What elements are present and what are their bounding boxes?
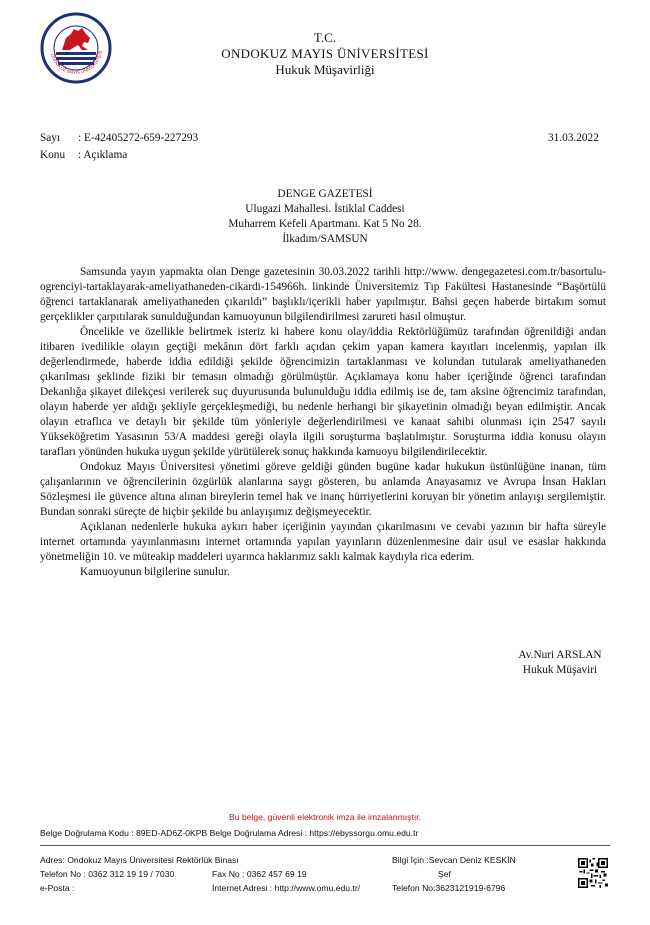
- letter-body: [40, 265, 606, 580]
- footer-divider: [40, 845, 610, 846]
- header-department: Hukuk Müşavirliği: [275, 62, 375, 77]
- logo-ring-text: ONDOKUZ MAYIS ÜNİVERSİTESİ: [49, 50, 103, 76]
- sayi-label: Sayı: [40, 132, 61, 144]
- header-university: ONDOKUZ MAYIS ÜNİVERSİTESİ: [221, 46, 429, 61]
- paragraph-3: Ondokuz Mayıs Üniversitesi yönetimi göreve geldiği günden bugüne kadar hukukun üstünlüğüne inanan, tüm çalışanlarının ve öğrencilerinin özgürlük alanlarına saygı gösteren, bu anlamda Anayasamız ve Avrupa İnsan Hakları Sözleşmesi ile güvence altına alınan bireylerin temel hak ve inanç hürriyetlerini koruyan bir yönetim anlayışı sergilemiştir. Bundan sonraki süreçte de hiçbir şekilde bu anlayışımız değişmeyecektir.: [40, 461, 606, 518]
- footer-phone: Telefon No : 0362 312 19 19 / 7030: [40, 869, 175, 879]
- footer-contact-phone: Telefon No:3623121919-6796: [392, 883, 506, 893]
- recipient-address-3: İlkadım/SAMSUN: [282, 233, 368, 245]
- footer-address: Adres: Ondokuz Mayıs Üniversitesi Rektörlük Binası: [40, 855, 239, 865]
- verify-info: Belge Doğrulama Kodu : 89ED-AD6Z-0KPB Belge Doğrulama Adresi : https://ebyssorgu.omu.edu.tr: [40, 828, 419, 838]
- paragraph-5: Kamuoyunun bilgilerine sunulur.: [80, 566, 230, 578]
- recipient-address-1: Ulugazi Mahallesi. İstiklal Caddesi: [245, 203, 405, 215]
- signer-title: Hukuk Müşaviri: [522, 664, 598, 676]
- footer-col-2: [212, 867, 360, 895]
- header: [0, 30, 650, 78]
- esign-note: Bu belge, güvenli elektronik imza ile imzalanmıştır.: [228, 812, 421, 822]
- document-date: 31.03.2022: [548, 132, 599, 144]
- recipient-block: [0, 187, 650, 247]
- footer-contact-person: Bilgi İçin :Sevcan Deniz KESKİN: [392, 855, 516, 865]
- sayi-row: [40, 131, 198, 146]
- konu-row: [40, 148, 127, 163]
- footer-contact-role: Şef: [438, 869, 451, 879]
- qr-code: [578, 858, 608, 888]
- signer-name: Av.Nuri ARSLAN: [518, 649, 602, 661]
- sayi-value: : E-42405272-659-227293: [78, 132, 199, 144]
- footer-col-1: [40, 853, 239, 895]
- signature-block: [500, 648, 620, 678]
- footer-col-3: [392, 853, 516, 895]
- konu-label: Konu: [40, 149, 66, 161]
- footer-email: e-Posta :: [40, 883, 75, 893]
- paragraph-4: Açıklanan nedenlerle hukuka aykırı haber içeriğinin yayından çıkarılmasını ve cevabi yazının bir hafta süreyle internet ortamında yayınlanmasını internet ortamında yapılan yayınların düzenlenmesine dair usul ve esaslar hakkında yönetmeliğin 10. ve müteakip maddeleri uyarınca haklarımız saklı kalmak kaydıyla rica ederim.: [40, 521, 606, 563]
- recipient-name: DENGE GAZETESİ: [277, 188, 373, 200]
- paragraph-2: Öncelikle ve özellikle belirtmek isteriz ki habere konu olay/iddia Rektörlüğümüz tarafından öğrenildiği andan itibaren ivedilikle olayın geçtiği mekânın dört farklı açıdan çekim yapan kamera kayıtları incelenmiş, yapılan ilk değerlendirmede, haberde iddia edildiği şekilde öğrencimizin tartaklanması ve kolundan tutularak ameliyathaneden çıkarılması şeklinde fiziki bir temasın olmadığı görülmüştür. Açıklamaya konu haber içeriğinde öğrenci tarafından Dekanlığa şikayet dilekçesi verilerek suç duyurusunda bulunulduğu iddia edilmiş ise de, tam aksine öğrencimiz tarafından, olayın haberde yer aldığı şekliyle gerçekleşmediği, bu nedenle herhangi bir şikayetinin olmadığı beyan edilmiştir. Ancak olayın etraflıca ve detaylı bir şekilde tüm yönleriyle değerlendirilmesi ve kanaat sahibi olunması için 2547 sayılı Yükseköğretim Yasasının 53/A maddesi gereği olayla ilgili soruşturma başlatılmıştır. Soruşturma iddia konusu olayın tarafları yönünden hukuka uygun şekilde yürütülerek sonuç hakkında kamuoyu bilgilendirilecektir.: [40, 326, 606, 458]
- recipient-address-2: Muharrem Kefeli Apartmanı. Kat 5 No 28.: [228, 218, 422, 230]
- footer-web: İnternet Adresi : http://www.omu.edu.tr/: [212, 883, 361, 893]
- footer-fax: Fax No : 0362 457 69 19: [212, 869, 307, 879]
- paragraph-1: Samsunda yayın yapmakta olan Denge gazetesinin 30.03.2022 tarihli http://www. dengegazetesi.com.tr/basortulu-ogrenciyi-tartaklayarak-ameliyathaneden-cikardi-154966h. linkinde Üniversitemiz Tıp Fakültesi Hastanesinde “Başörtülü öğrenci tartaklanarak ameliyathaneden çıkarıldı” başlıklı/içerikli haber yapılmıştır. Bahsi geçen haberde birtakım somut gerçeklikler çarpıtılarak sunulduğundan kamuoyunun bilgilendirilmesi zarureti hasıl olmuştur.: [40, 266, 606, 323]
- header-tc: T.C.: [313, 30, 337, 45]
- konu-value: : Açıklama: [78, 149, 128, 161]
